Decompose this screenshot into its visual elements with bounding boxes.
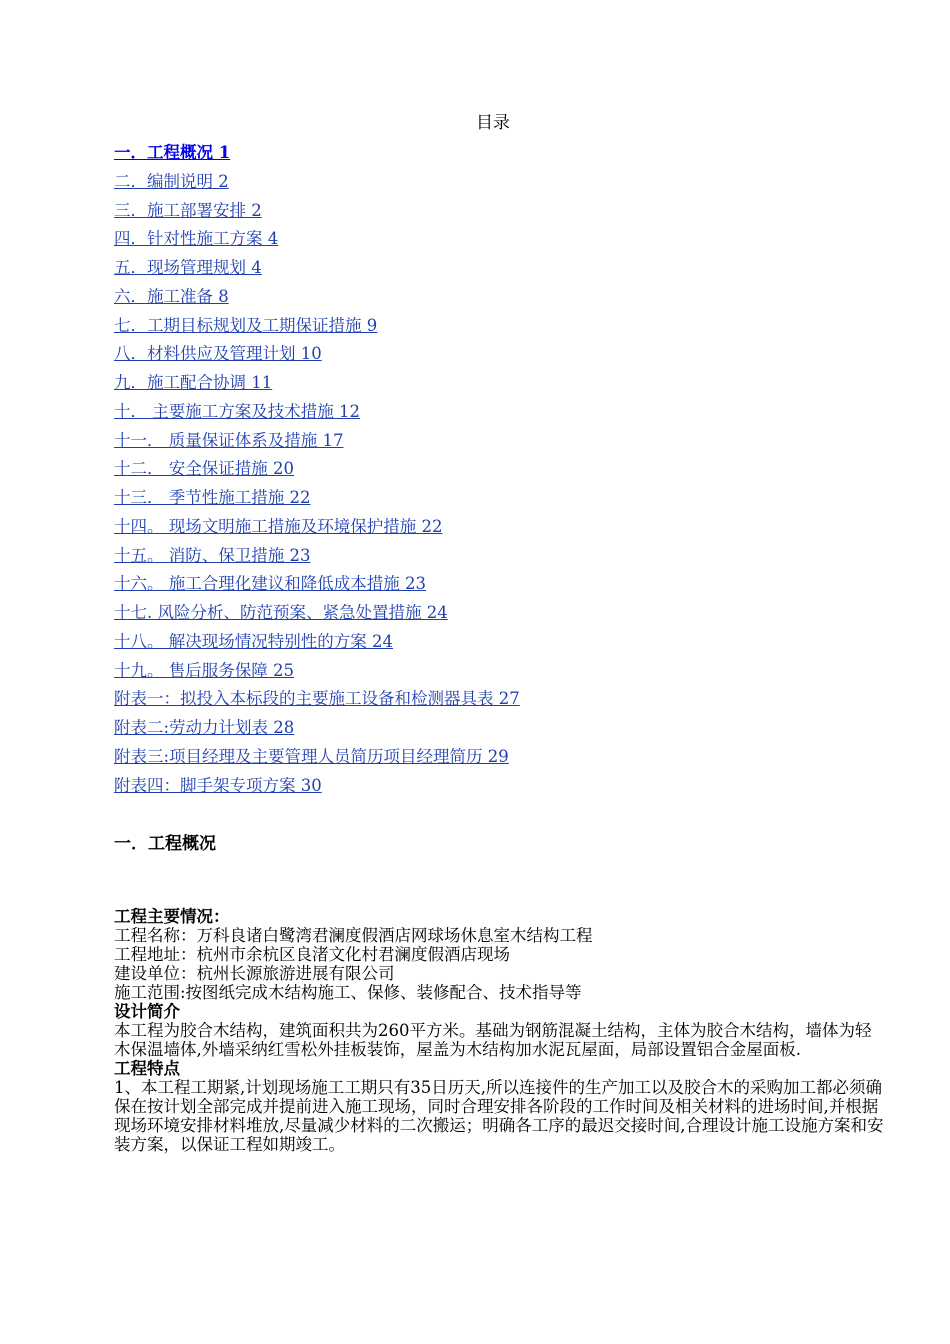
toc-link-4[interactable]: 四．针对性施工方案 4 xyxy=(114,229,279,249)
toc-link-9[interactable]: 九．施工配合协调 11 xyxy=(114,373,273,392)
toc-link-appendix-1[interactable]: 附表一：拟投入本标段的主要施工设备和检测器具表 27 xyxy=(114,689,520,709)
toc-link-14[interactable]: 十四。 现场文明施工措施及环境保护措施 22 xyxy=(114,516,443,536)
toc-link-19[interactable]: 十九。 售后服务保障 25 xyxy=(114,660,294,680)
toc-link-16[interactable]: 十六。 施工合理化建议和降低成本措施 23 xyxy=(114,574,426,594)
features-text: 1、本工程工期紧,计划现场施工工期只有35日历天,所以连接件的生产加工以及胶合木的采购加工都必须确保在按计划全部完成并提前进入施工现场，同时合理安排各阶段的工作时间及相关材料的进场时间,并根据现场环境安排材料堆放,尽量减少材料的二次搬运；明确各工序的最迟交接时间,合理设计施工设施方案和安装方案，以保证工程如期竣工。 xyxy=(114,1078,884,1154)
design-text: 本工程为胶合木结构，建筑面积共为260平方米。基础为钢筋混凝土结构，主体为胶合木结构，墙体为轻木保温墙体,外墙采纳红雪松外挂板装饰，屋盖为木结构加水泥瓦屋面，局部设置铝合金屋面板. xyxy=(114,1021,872,1059)
table-of-contents xyxy=(114,140,894,801)
section-heading: 一．工程概况 xyxy=(114,834,216,854)
toc-link-1[interactable]: 一．工程概况 1 xyxy=(114,143,231,162)
toc-title: 目录 xyxy=(476,113,510,133)
design-heading: 设计简介 xyxy=(114,1002,180,1021)
toc-link-12[interactable]: 十二． 安全保证措施 20 xyxy=(114,459,294,479)
toc-link-appendix-3[interactable]: 附表三:项目经理及主要管理人员简历项目经理简历 29 xyxy=(114,746,509,766)
toc-link-appendix-2[interactable]: 附表二:劳动力计划表 28 xyxy=(114,718,295,737)
toc-link-18[interactable]: 十八。 解决现场情况特别性的方案 24 xyxy=(114,631,393,651)
construction-scope: 施工范围:按图纸完成木结构施工、保修、装修配合、技术指导等 xyxy=(114,983,582,1002)
project-name: 工程名称：万科良诸白鹭湾君澜度假酒店网球场休息室木结构工程 xyxy=(114,926,593,945)
main-info-heading: 工程主要情况： xyxy=(114,907,230,926)
toc-link-13[interactable]: 十三． 季节性施工措施 22 xyxy=(114,488,311,507)
toc-link-2[interactable]: 二．编制说明 2 xyxy=(114,171,229,191)
toc-link-7[interactable]: 七．工期目标规划及工期保证措施 9 xyxy=(114,315,378,335)
toc-link-8[interactable]: 八．材料供应及管理计划 10 xyxy=(114,344,322,364)
toc-link-11[interactable]: 十一． 质量保证体系及措施 17 xyxy=(114,430,344,450)
toc-link-6[interactable]: 六．施工准备 8 xyxy=(114,286,229,306)
toc-link-3[interactable]: 三．施工部署安排 2 xyxy=(114,200,262,220)
toc-link-15[interactable]: 十五。 消防、保卫措施 23 xyxy=(114,545,311,565)
builder-unit: 建设单位：杭州长源旅游进展有限公司 xyxy=(114,964,395,983)
project-address: 工程地址：杭州市余杭区良渚文化村君澜度假酒店现场 xyxy=(114,945,510,964)
toc-link-10[interactable]: 十． 主要施工方案及技术措施 12 xyxy=(114,401,360,421)
section-body xyxy=(114,907,884,1154)
toc-link-17[interactable]: 十七. 风险分析、防范预案、紧急处置措施 24 xyxy=(114,603,448,622)
toc-link-appendix-4[interactable]: 附表四：脚手架专项方案 30 xyxy=(114,775,322,795)
toc-link-5[interactable]: 五．现场管理规划 4 xyxy=(114,258,262,277)
features-heading: 工程特点 xyxy=(114,1059,180,1078)
